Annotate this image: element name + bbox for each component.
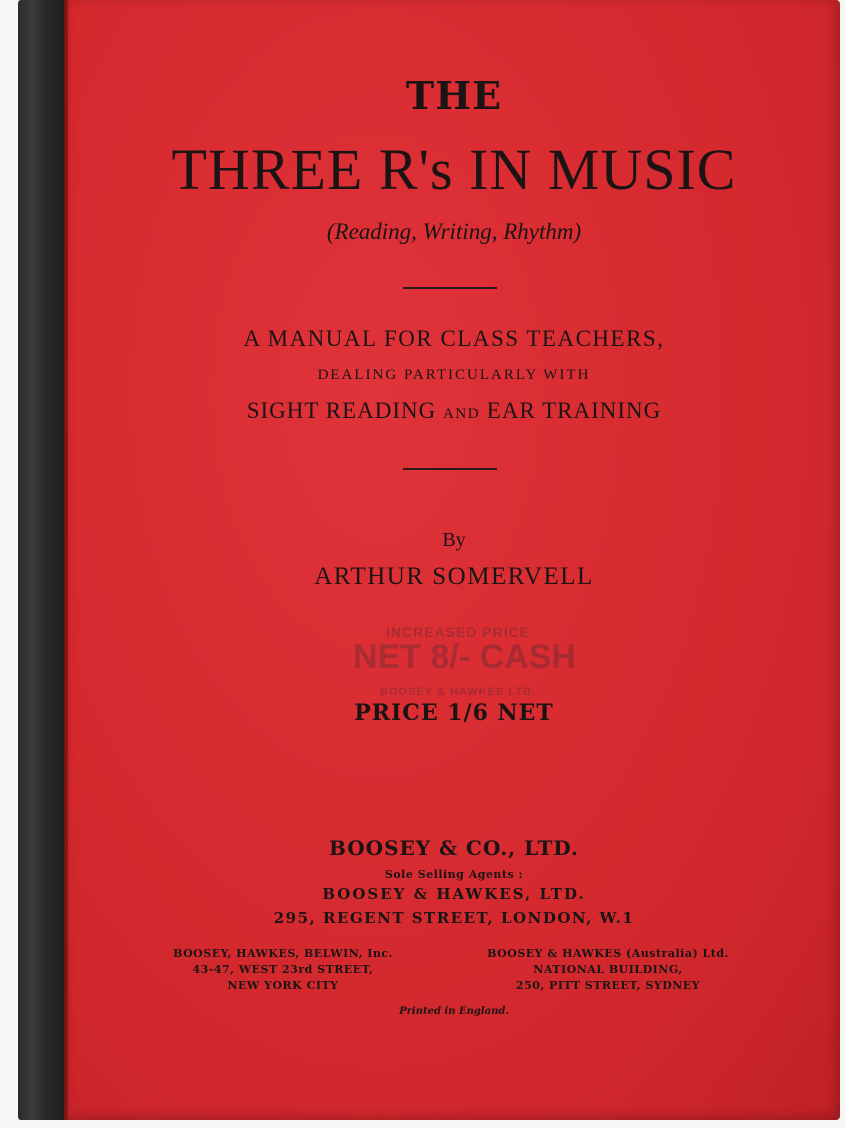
book-spine xyxy=(18,0,64,1120)
book xyxy=(18,0,840,1120)
agents-name: BOOSEY & HAWKES, LTD. xyxy=(322,885,586,903)
line-sight-reading xyxy=(68,398,840,424)
title-the: THE xyxy=(405,73,503,118)
ear-training-text: EAR TRAINING xyxy=(486,398,662,423)
price-stamp-line1: INCREASED PRICE xyxy=(385,624,531,640)
printed-in-england: Printed in England. xyxy=(399,1006,509,1017)
by-label: By xyxy=(442,529,466,551)
line-dealing: DEALING PARTICULARLY WITH xyxy=(317,367,591,383)
publisher-name: BOOSEY & CO., LTD. xyxy=(328,836,580,860)
office-sydney xyxy=(458,946,758,994)
sight-reading-text: SIGHT READING xyxy=(246,398,437,423)
price-label: PRICE 1/6 NET xyxy=(354,700,554,726)
price-stamp-line2: NET 8/- CASH xyxy=(353,638,576,676)
agents-address: 295, REGENT STREET, LONDON, W.1 xyxy=(273,909,635,927)
office-new-york-line1: BOOSEY, HAWKES, BELWIN, Inc. xyxy=(173,947,393,960)
office-new-york-line2: 43-47, WEST 23rd STREET, xyxy=(192,963,374,976)
office-new-york-line3: NEW YORK CITY xyxy=(227,979,339,992)
office-new-york xyxy=(138,946,428,994)
subtitle: (Reading, Writing, Rhythm) xyxy=(326,219,582,244)
office-sydney-line1: BOOSEY & HAWKES (Australia) Ltd. xyxy=(487,947,729,960)
title-main: THREE R's IN MUSIC xyxy=(171,137,737,202)
office-sydney-line3: 250, PITT STREET, SYDNEY xyxy=(515,979,701,992)
line-manual: A MANUAL FOR CLASS TEACHERS, xyxy=(243,326,665,351)
price-stamp-line3: BOOSEY & HAWKES LTD. xyxy=(380,686,536,698)
divider-bottom xyxy=(403,468,497,470)
author-name: ARTHUR SOMERVELL xyxy=(314,563,594,590)
office-sydney-line2: NATIONAL BUILDING, xyxy=(533,963,683,976)
divider-top xyxy=(403,287,497,289)
agents-label: Sole Selling Agents : xyxy=(384,868,524,881)
and-text: AND xyxy=(443,406,481,422)
